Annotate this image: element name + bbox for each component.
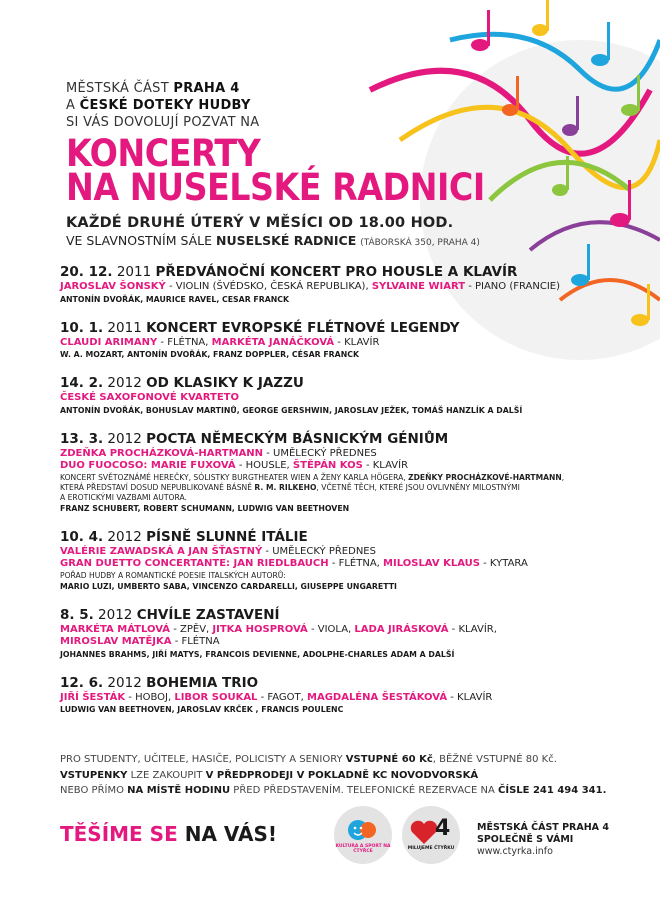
schedule-text: KAŽDÉ DRUHÉ ÚTERÝ V MĚSÍCI OD 18.00 HOD. [66, 215, 454, 231]
concert-item [60, 264, 620, 305]
concert-item [60, 529, 620, 592]
concert-list [60, 264, 620, 730]
milujeme-ctyrku-logo: 4 MILUJEME ČTYŘKU [402, 806, 460, 864]
concert-note: KTERÁ PŘEDSTAVÍ DOSUD NEPUBLIKOVANÉ BÁSNĚ R. M. RILKEHO, VČETNĚ TĚCH, KTERÉ JSOU OVLIVNĚNY MILOSTNÝMI [60, 482, 520, 492]
concert-item [60, 675, 620, 716]
concert-item [60, 607, 620, 660]
composers: ANTONÍN DVOŘÁK, BOHUSLAV MARTINŮ, GEORGE GERSHWIN, JAROSLAV JEŽEK, TOMÁŠ HANZLÍK A DALŠÍ [60, 405, 523, 415]
intro-line-1: MĚSTSKÁ ČÁST PRAHA 4 [66, 81, 240, 96]
website-link[interactable]: www.ctyrka.info [477, 846, 553, 857]
closing-slogan: TĚŠÍME SE NA VÁS! [60, 822, 278, 846]
composers: FRANZ SCHUBERT, ROBERT SCHUMANN, LUDWIG VAN BEETHOVEN [60, 503, 350, 513]
concert-title: 20. 12. 2011 PŘEDVÁNOČNÍ KONCERT PRO HOUSLE A KLAVÍR [60, 264, 518, 280]
concert-item [60, 431, 620, 514]
performers: CLAUDI ARIMANY - FLÉTNA, MARKÉTA JANÁČKOVÁ - KLAVÍR [60, 336, 380, 348]
organizer-block: MĚSTSKÁ ČÁST PRAHA 4 SPOLEČNĚ S VÁMI www.ctyrka.info [477, 822, 609, 857]
concert-note: KONCERT SVĚTOZNÁMÉ HEREČKY, SÓLISTKY BURGTHEATER WIEN A ŽENY KARLA HÖGERA, ZDEŇKY PROCHÁZKOVÉ-HARTMANN, [60, 472, 565, 482]
note-yellow [532, 0, 549, 36]
tickets-line: VSTUPENKY LZE ZAKOUPIT V PŘEDPRODEJI V POKLADNĚ KC NOVODVORSKÁ [60, 769, 479, 781]
composers: W. A. MOZART, ANTONÍN DVOŘÁK, FRANZ DOPPLER, CÉSAR FRANCK [60, 350, 360, 359]
performers: ZDEŇKA PROCHÁZKOVÁ-HARTMANN - UMĚLECKÝ PŘEDNES [60, 447, 377, 459]
concert-title: 12. 6. 2012 BOHEMIA TRIO [60, 674, 259, 691]
ticket-info [60, 752, 620, 799]
performers: GRAN DUETTO CONCERTANTE: JAN RIEDLBAUCH - FLÉTNA, MILOSLAV KLAUS - KYTARA [60, 558, 528, 569]
performers: JIŘÍ ŠESTÁK - HOBOJ, LIBOR SOUKAL - FAGOT, MAGDALÉNA ŠESTÁKOVÁ - KLAVÍR [60, 691, 493, 703]
invitation-header [66, 80, 626, 248]
intro-line-2: A ČESKÉ DOTEKY HUDBY [66, 98, 251, 113]
concert-note: POŘAD HUDBY A ROMANTICKÉ POESIE ITALSKÝCH AUTORŮ: [60, 570, 286, 580]
performers: MIROSLAV MATĚJKA - FLÉTNA [60, 636, 220, 647]
reservation-line: NEBO PŘÍMO NA MÍSTĚ HODINU PŘED PŘEDSTAVENÍM. TELEFONICKÉ REZERVACE NA ČÍSLE 241 494 341. [60, 785, 607, 796]
performers: MARKÉTA MÁTLOVÁ - ZPĚV, JITKA HOSPROVÁ - VIOLA, LADA JIRÁSKOVÁ - KLAVÍR, [60, 623, 497, 635]
performers: VALÉRIE ZAWADSKÁ A JAN ŠŤASTNÝ - UMĚLECKÝ PŘEDNES [60, 545, 376, 557]
performers: ČESKÉ SAXOFONOVÉ KVARTETO [60, 392, 239, 403]
composers: MARIO LUZI, UMBERTO SABA, VINCENZO CARDARELLI, GIUSEPPE UNGARETTI [60, 581, 397, 591]
page-title: KONCERTY NA NUSELSKÉ RADNICI [66, 132, 485, 209]
concert-title: 14. 2. 2012 OD KLASIKY K JAZZU [60, 375, 304, 391]
intro-line-3: SI VÁS DOVOLUJÍ POZVAT NA [66, 115, 260, 130]
concert-item [60, 375, 620, 416]
kultura-sport-logo: KULTURA A SPORT NA ČTYŘCE [334, 806, 392, 864]
price-line: PRO STUDENTY, UČITELE, HASIČE, POLICISTY A SENIORY VSTUPNÉ 60 Kč, BĚŽNÉ VSTUPNÉ 80 Kč. [60, 754, 557, 765]
note-pink [471, 10, 490, 51]
composers: JOHANNES BRAHMS, JIŘÍ MATYS, FRANCOIS DEVIENNE, ADOLPHE-CHARLES ADAM A DALŠÍ [60, 649, 455, 659]
composers: ANTONÍN DVOŘÁK, MAURICE RAVEL, CESAR FRANCK [60, 294, 290, 304]
performers: JAROSLAV ŠONSKÝ - VIOLIN (ŠVÉDSKO, ČESKÁ REPUBLIKA), SYLVAINE WIART - PIANO (FRANCIE) [60, 281, 561, 292]
venue-text: VE SLAVNOSTNÍM SÁLE NUSELSKÉ RADNICE (TÁBORSKÁ 350, PRAHA 4) [66, 233, 480, 248]
performers: DUO FUOCOSO: MARIE FUXOVÁ - HOUSLE, ŠTĚPÁN KOS - KLAVÍR [60, 460, 409, 471]
heart-icon [402, 806, 460, 864]
concert-title: 10. 1. 2011 KONCERT EVROPSKÉ FLÉTNOVÉ LEGENDY [60, 319, 460, 336]
concert-title: 13. 3. 2012 POCTA NĚMECKÝM BÁSNICKÝM GÉNIŮM [60, 430, 449, 447]
composers: LUDWIG VAN BEETHOVEN, JAROSLAV KRČEK , FRANCIS POULENC [60, 705, 344, 714]
smiley-ball-icon [334, 806, 392, 864]
concert-title: 8. 5. 2012 CHVÍLE ZASTAVENÍ [60, 606, 280, 623]
concert-title: 10. 4. 2012 PÍSNĚ SLUNNÉ ITÁLIE [60, 528, 308, 545]
concert-item [60, 320, 620, 361]
concert-note: A EROTICKÝMI VAZBAMI AUTORA. [60, 492, 187, 502]
